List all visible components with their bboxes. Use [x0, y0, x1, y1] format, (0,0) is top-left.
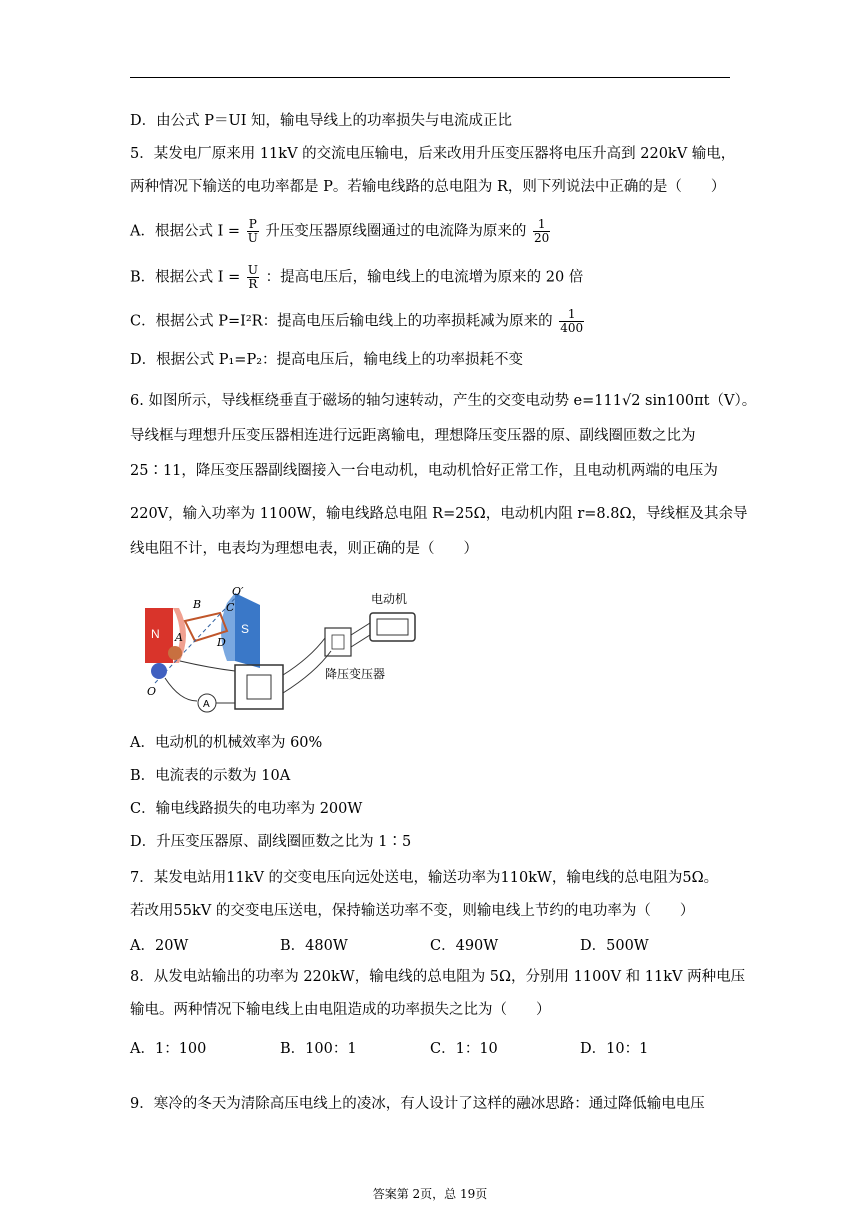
q6-stem-line2: 导线框与理想升压变压器相连进行远距离输电，理想降压变压器的原、副线圈匝数之比为: [130, 428, 696, 444]
q8-option-c: C．1：10: [430, 1041, 498, 1057]
q7-stem-line2: 若改用55kV 的交变电压送电，保持输送功率不变，则输电线上节约的电功率为（ ）: [130, 903, 695, 919]
q8-stem-line1: 8．从发电站输出的功率为 220kW，输电线的总电阻为 5Ω，分别用 1100V 和 11kV 两种电压: [130, 969, 746, 985]
q6-option-c: C．输电线路损失的电功率为 200W: [130, 801, 363, 817]
fraction-numerator: 1: [533, 218, 550, 232]
q7-option-d: D．500W: [580, 938, 649, 954]
label-A: A: [175, 631, 183, 644]
fraction-denominator: 20: [534, 231, 550, 245]
label-S: S: [241, 622, 250, 636]
q5-stem-line2: 两种情况下输送的电功率都是 P。若输电线路的总电阻为 R，则下列说法中正确的是（ ）: [130, 179, 726, 195]
label-O: O: [147, 685, 157, 698]
wire: [165, 678, 197, 701]
step-up-transformer-icon: [235, 665, 283, 709]
transformer-core: [247, 675, 271, 699]
label-O-prime: O′: [232, 585, 244, 598]
label-B: B: [193, 598, 202, 611]
q5-option-a-formula-fraction: [247, 218, 259, 245]
q6-stem-line3: 25∶11，降压变压器副线圈接入一台电动机，电动机恰好正常工作，且电动机两端的电压为: [130, 463, 718, 479]
fraction-numerator: U: [247, 263, 258, 277]
fraction-numerator: P: [247, 218, 259, 232]
fraction-denominator: R: [248, 277, 258, 291]
q6-stem-line4: 220V，输入功率为 1100W，输电线路总电阻 R=25Ω，电动机内阻 r=8.8Ω，导线框及其余导: [130, 506, 748, 522]
motor-label: 电动机: [371, 592, 408, 606]
q7-option-a: A．20W: [130, 938, 189, 954]
step-down-transformer-label: 降压变压器: [325, 667, 386, 681]
q6-option-d: D．升压变压器原、副线圈匝数之比为 1∶5: [130, 834, 412, 850]
step-down-transformer-icon: [325, 628, 351, 656]
q5-stem-line1: 5．某发电厂原来用 11kV 的交流电压输电，后来改用升压变压器将电压升高到 220kV 输电，: [130, 146, 736, 162]
q9-stem-line1: 9．寒冷的冬天为清除高压电线上的凌冰，有人设计了这样的融冰思路：通过降低输电电压: [130, 1096, 705, 1112]
slip-ring-2: [151, 663, 167, 679]
label-N: N: [151, 627, 160, 641]
slip-ring-1: [168, 646, 182, 660]
q7-option-b: B．480W: [280, 938, 348, 954]
q6-stem-line1: 6. 如图所示，导线框绕垂直于磁场的轴匀速转动，产生的交变电动势 e=111√2 sin100πt（V）。: [130, 393, 757, 409]
q8-stem-line2: 输电。两种情况下输电线上由电阻造成的功率损失之比为（ ）: [130, 1002, 551, 1018]
q8-option-a: A．1：100: [130, 1041, 207, 1057]
label-C: C: [226, 601, 235, 614]
q4-option-d: D．由公式 P＝UI 知，输电导线上的功率损失与电流成正比: [130, 113, 513, 129]
header-rule: [130, 77, 730, 78]
q5-option-a-value-fraction: [533, 218, 550, 245]
q5-option-b: [130, 264, 583, 291]
q5-option-c-text: C．根据公式 P=I²R：提高电压后输电线上的功率损耗减为原来的: [130, 313, 553, 330]
fraction-denominator: 400: [560, 321, 584, 335]
transformer-core: [332, 635, 344, 649]
q5-option-c-value-fraction: [559, 308, 584, 335]
wire: [351, 623, 370, 635]
generator-transmission-figure: [135, 583, 425, 718]
q6-stem-line5: 线电阻不计，电表均为理想电表，则正确的是（ ）: [130, 541, 478, 557]
q5-option-b-formula-fraction: [247, 264, 259, 291]
q5-option-b-prefix: B．根据公式 I =: [130, 269, 241, 286]
q8-option-d: D．10：1: [580, 1041, 649, 1057]
q5-option-d: D．根据公式 P₁=P₂：提高电压后，输电线上的功率损耗不变: [130, 352, 524, 368]
q5-option-b-text: ：提高电压后，输电线上的电流增为原来的 20 倍: [265, 269, 584, 286]
q8-option-b: B．100：1: [280, 1041, 357, 1057]
q6-option-a: A．电动机的机械效率为 60%: [130, 735, 323, 751]
q6-option-b: B．电流表的示数为 10A: [130, 768, 291, 784]
q5-option-a: [130, 218, 552, 245]
label-D: D: [217, 636, 226, 649]
q7-stem-line1: 7．某发电站用11kV 的交变电压向远处送电，输送功率为110kW，输电线的总电阻为5Ω。: [130, 870, 719, 886]
q5-option-a-prefix: A．根据公式 I =: [130, 223, 241, 240]
transmission-line: [283, 638, 325, 675]
wire: [180, 661, 235, 671]
fraction-denominator: U: [247, 231, 258, 245]
q5-option-c: [130, 308, 586, 335]
ammeter-label: A: [203, 699, 210, 710]
page-footer: 答案第 2页，总 19页: [372, 1187, 488, 1201]
q7-option-c: C．490W: [430, 938, 499, 954]
wire: [351, 635, 370, 647]
q5-option-a-text: 升压变压器原线圈通过的电流降为原来的: [265, 223, 527, 240]
fraction-numerator: 1: [559, 308, 584, 322]
